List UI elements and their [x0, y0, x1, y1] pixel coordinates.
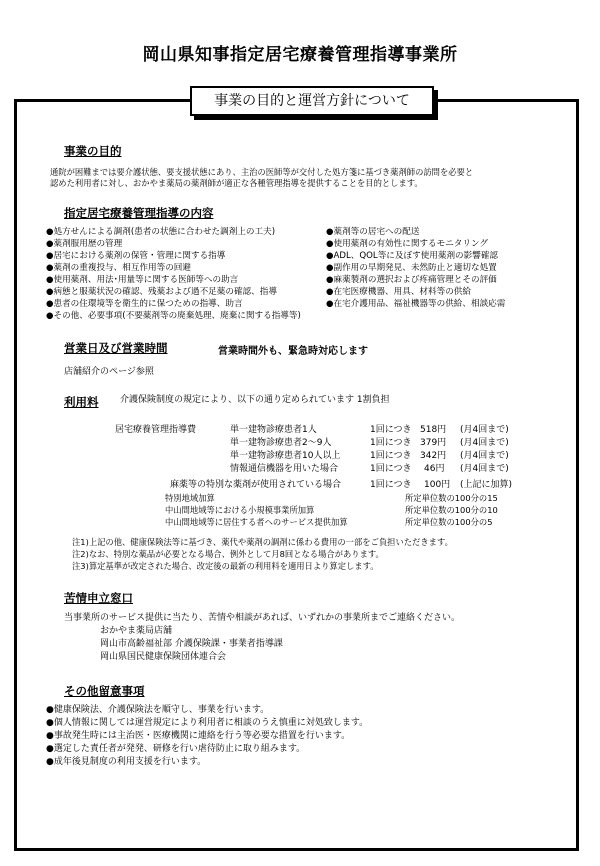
- narcotics-amount: 100円: [424, 480, 451, 490]
- fee-row-3-amount: 342円: [420, 451, 447, 461]
- complaints-intro: 当事業所のサービス提供に当たり、苦情や相談があれば、いずれかの事業所までご連絡ください。: [64, 613, 461, 623]
- fee-note-1: 注1)上記の他、健康保険法等に基づき、薬代や薬剤の調剤に係わる費用の一部をご負担いただきます。: [72, 537, 453, 547]
- purpose-line-2: 認めた利用者に対し、おかやま薬局の薬剤師が適正な各種管理指導を提供することを目的とします。: [50, 178, 423, 188]
- fee-row-2-label: 単一建物診療患者2～9人: [230, 438, 332, 448]
- fees-heading: 利用料: [64, 395, 99, 409]
- notes-heading: その他留意事項: [64, 684, 145, 698]
- fee-row-4-unit: 1回につき: [370, 464, 412, 474]
- content-right-6: ●在宅医療機器、用具、材料等の供給: [326, 287, 471, 297]
- content-right-5: ●麻薬製剤の選択および疼痛管理とその評価: [326, 275, 497, 285]
- complaints-contact-1: おかやま薬局店舗: [100, 626, 173, 636]
- content-left-6: ●病態と服薬状況の確認、残薬および過不足薬の確認、指導: [46, 287, 277, 297]
- fee-row-3-label: 単一建物診療患者10人以上: [230, 451, 341, 461]
- content-left-8: ●その他、必要事項(不要薬剤等の廃棄処理、廃棄に関する指導等): [46, 311, 301, 321]
- content-left-5: ●使用薬剤、用法･用量等に関する医師等への助言: [46, 275, 239, 285]
- notes-item-1: ●健康保険法、介護保険法を順守し、事業を行います。: [46, 705, 270, 715]
- content-right-4: ●副作用の早期発見、未然防止と適切な処置: [326, 263, 497, 273]
- narcotics-label: 麻薬等の特別な薬剤が使用されている場合: [170, 480, 342, 490]
- complaints-contact-2: 岡山市高齢福祉部 介護保険課・事業者指導課: [100, 639, 283, 649]
- fee-row-1-limit: (月4回まで): [460, 425, 509, 435]
- narcotics-unit: 1回につき: [370, 480, 412, 490]
- addition-3-value: 所定単位数の100分の5: [405, 517, 493, 527]
- notes-item-5: ●成年後見制度の利用支援を行います。: [46, 757, 207, 767]
- addition-1-label: 特別地域加算: [165, 493, 215, 503]
- fee-row-1-label: 単一建物診療患者1人: [230, 425, 317, 435]
- fee-row-1-amount: 518円: [420, 425, 447, 435]
- fee-row-3-unit: 1回につき: [370, 451, 412, 461]
- fee-row-4-label: 情報通信機器を用いた場合: [230, 464, 339, 474]
- addition-3-label: 中山間地域等に居住する者へのサービス提供加算: [165, 517, 348, 527]
- content-right-7: ●在宅介護用品、福祉機器等の供給、相談応需: [326, 299, 506, 309]
- hours-heading: 営業日及び営業時間: [64, 341, 168, 355]
- notes-item-4: ●選定した責任者が発発、研修を行い虐待防止に取り組みます。: [46, 744, 306, 754]
- content-right-1: ●薬剤等の居宅への配送: [326, 227, 420, 237]
- content-left-4: ●薬剤の重複投与、相互作用等の回避: [46, 263, 191, 273]
- hours-text: 店舗紹介のページ参照: [64, 367, 154, 377]
- subtitle-box: 事業の目的と運営方針について: [190, 86, 434, 116]
- narcotics-note: (上記に加算): [460, 480, 513, 490]
- content-heading: 指定居宅療養管理指導の内容: [64, 206, 214, 220]
- page-title: 岡山県知事指定居宅療養管理指導事業所: [142, 45, 458, 65]
- content-left-1: ●処方せんによる調剤(患者の状態に合わせた調剤上の工夫): [46, 227, 276, 237]
- fee-row-2-amount: 379円: [420, 438, 447, 448]
- fees-category: 居宅療養管理指導費: [115, 425, 197, 435]
- fee-row-3-limit: (月4回まで): [460, 451, 509, 461]
- fee-row-1-unit: 1回につき: [370, 425, 412, 435]
- content-right-3: ●ADL、QOL等に及ぼす使用薬剤の影響確認: [326, 251, 499, 261]
- content-right-2: ●使用薬剤の有効性に関するモニタリング: [326, 239, 489, 249]
- fee-row-4-limit: (月4回まで): [460, 464, 509, 474]
- content-left-2: ●薬剤服用歴の管理: [46, 239, 123, 249]
- content-left-3: ●居宅における薬剤の保管・管理に関する指導: [46, 251, 226, 261]
- addition-2-value: 所定単位数の100分の10: [405, 505, 498, 515]
- complaints-heading: 苦情申立窓口: [64, 591, 133, 605]
- fee-note-2: 注2)なお、特別な薬品が必要となる場合、例外として月8回となる場合があります。: [72, 549, 384, 559]
- hours-note: 営業時間外も、緊急時対応します: [218, 346, 368, 357]
- fees-intro: 介護保険制度の規定により、以下の通り定められています 1割負担: [120, 395, 390, 405]
- fee-row-4-amount: 46円: [424, 464, 445, 474]
- notes-item-2: ●個人情報に関しては運営規定により利用者に相談のうえ慎重に対処致します。: [46, 718, 369, 728]
- content-left-7: ●患者の住環境等を衛生的に保つための指導、助言: [46, 299, 243, 309]
- fee-note-3: 注3)算定基準が改定された場合、改定後の最新の利用料を適用日より算定します。: [72, 561, 379, 571]
- fee-row-2-limit: (月4回まで): [460, 438, 509, 448]
- addition-2-label: 中山間地域等における小規模事業所加算: [165, 505, 315, 515]
- notes-item-3: ●事故発生時には主治医・医療機関に連絡を行う等必要な措置を行います。: [46, 731, 351, 741]
- addition-1-value: 所定単位数の100分の15: [405, 493, 498, 503]
- purpose-line-1: 通院が困難までは要介護状態、要支援状態にあり、主治の医師等が交付した処方箋に基づき薬剤師の訪問を必要と: [50, 167, 474, 177]
- purpose-heading: 事業の目的: [64, 144, 122, 158]
- complaints-contact-3: 岡山県国民健康保険団体連合会: [100, 652, 227, 662]
- fee-row-2-unit: 1回につき: [370, 438, 412, 448]
